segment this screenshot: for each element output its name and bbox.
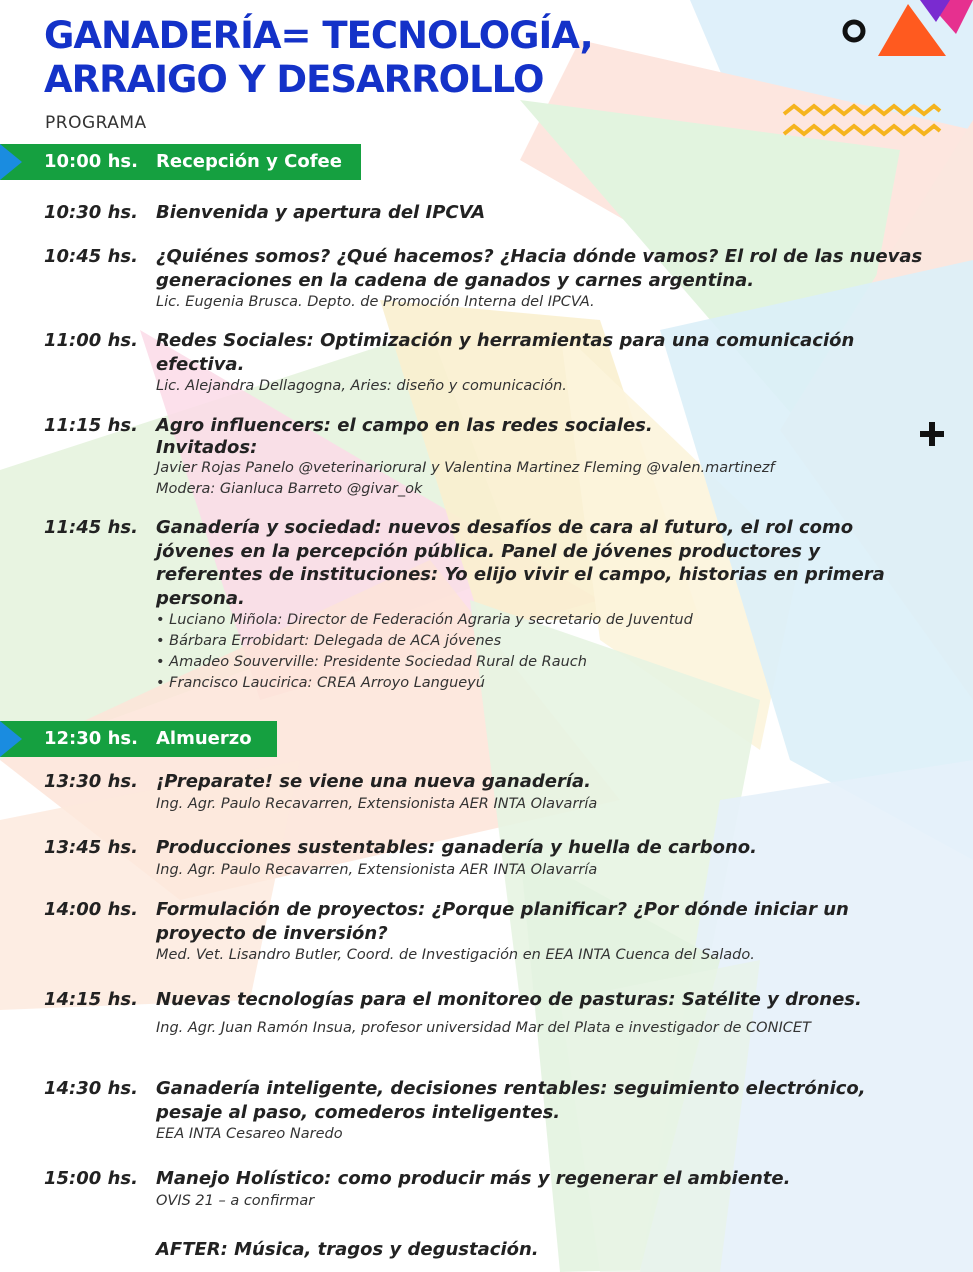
item-detail: • Bárbara Errobidart: Delegada de ACA jóvenes [156,633,502,649]
item-detail: • Amadeo Souverville: Presidente Sociedad Rural de Rauch [156,654,587,670]
item-detail: Lic. Alejandra Dellagogna, Aries: diseño y comunicación. [156,378,567,394]
bar-title: Almuerzo [156,728,252,749]
plus-icon [918,420,946,448]
triangles-icon [878,0,973,60]
item-time: 14:15 hs. [44,989,138,1010]
item-title: Agro influencers: el campo en las redes sociales. [156,415,653,436]
item-title: Manejo Holístico: como producir más y regenerar el ambiente. [156,1168,791,1189]
item-time: 11:45 hs. [44,517,138,538]
zigzag-icon [782,102,942,142]
item-time: 13:30 hs. [44,771,138,792]
schedule-bar-reception [0,144,361,180]
bar-time: 12:30 hs. [44,728,138,749]
item-title: Bienvenida y apertura del IPCVA [156,202,486,223]
item-time: 11:15 hs. [44,415,138,436]
page-title [44,14,593,102]
item-detail: • Francisco Laucirica: CREA Arroyo Langueyú [156,675,485,691]
item-body [156,898,931,966]
item-body [156,1167,931,1212]
item-body [156,201,931,225]
item-time: 13:45 hs. [44,837,138,858]
item-time: 14:30 hs. [44,1078,138,1099]
item-body [156,516,931,694]
item-detail: Modera: Gianluca Barreto @givar_ok [156,480,423,497]
item-detail: Ing. Agr. Juan Ramón Insua, profesor universidad Mar del Plata e investigador de CONICET [156,1019,811,1036]
item-detail: EEA INTA Cesareo Naredo [156,1126,343,1142]
item-title: Formulación de proyectos: ¿Porque planificar? ¿Por dónde iniciar un proyecto de inversión? [156,899,849,944]
arrow-icon [0,721,22,757]
item-body [156,1238,931,1262]
item-title-invited: Invitados: [156,436,258,458]
item-time: 15:00 hs. [44,1168,138,1189]
item-title: ¿Quiénes somos? ¿Qué hacemos? ¿Hacia dónde vamos? El rol de las nuevas generaciones en la cadena de ganados y carnes argentina. [156,246,923,291]
item-time: 11:00 hs. [44,330,138,351]
item-detail: Ing. Agr. Paulo Recavarren, Extensionista AER INTA Olavarría [156,861,598,878]
item-body [156,329,931,397]
item-body [156,836,931,881]
subtitle: PROGRAMA [45,113,147,133]
item-detail: Lic. Eugenia Brusca. Depto. de Promoción Interna del IPCVA. [156,294,595,310]
item-detail: Ing. Agr. Paulo Recavarren, Extensionista AER INTA Olavarría [156,795,598,812]
item-body [156,988,931,1040]
item-body [156,770,931,815]
item-time: 10:45 hs. [44,246,138,267]
item-body [156,414,931,500]
item-title: ¡Preparate! se viene una nueva ganadería. [156,771,592,792]
item-title: Nuevas tecnologías para el monitoreo de pasturas: Satélite y drones. [156,989,862,1010]
bar-time: 10:00 hs. [44,151,138,172]
item-body [156,1077,931,1145]
item-body [156,245,931,313]
title-line-1: GANADERÍA= TECNOLOGÍA, [44,14,593,57]
item-title: Ganadería y sociedad: nuevos desafíos de cara al futuro, el rol como jóvenes en la percepción pública. Panel de jóvenes productores y referentes de instituciones: Yo elijo vivir el campo, historias en primera persona. [156,517,885,609]
item-time: 10:30 hs. [44,202,138,223]
item-title: Producciones sustentables: ganadería y huella de carbono. [156,837,757,858]
item-title: AFTER: Música, tragos y degustación. [156,1239,539,1260]
bar-title: Recepción y Cofee [156,151,342,172]
item-detail: • Luciano Miñola: Director de Federación Agraria y secretario de Juventud [156,612,693,628]
item-detail: Javier Rojas Panelo @veterinarioruraI y Valentina Martinez Fleming @valen.martinezf [156,459,775,476]
item-time: 14:00 hs. [44,899,138,920]
schedule-bar-lunch [0,721,277,757]
arrow-icon [0,144,22,180]
item-detail: OVIS 21 – a confirmar [156,1192,315,1209]
title-line-2: ARRAIGO Y DESARROLLO [44,58,544,101]
item-title: Redes Sociales: Optimización y herramientas para una comunicación efectiva. [156,330,855,375]
circle-ring-icon [841,18,867,44]
item-detail: Med. Vet. Lisandro Butler, Coord. de Investigación en EEA INTA Cuenca del Salado. [156,947,755,963]
item-title: Ganadería inteligente, decisiones rentables: seguimiento electrónico, pesaje al paso, comederos inteligentes. [156,1078,866,1123]
